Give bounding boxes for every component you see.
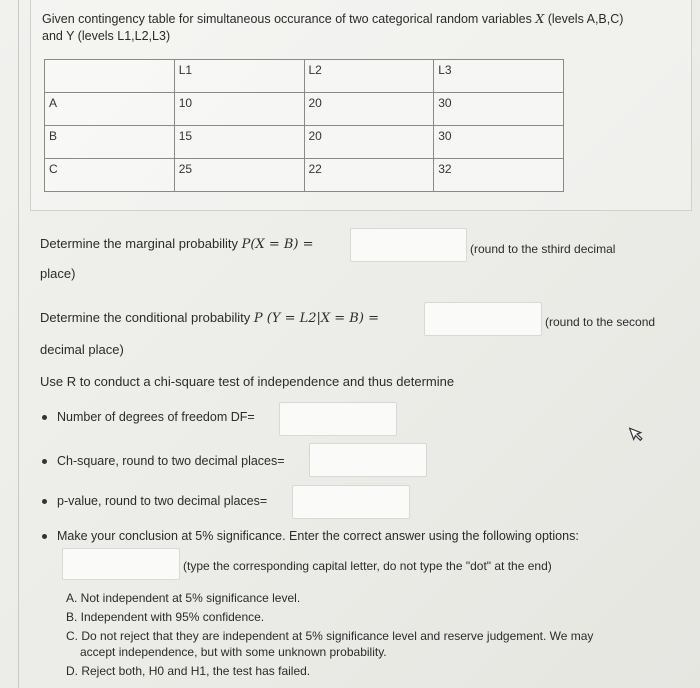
- mouse-pointer-icon: [629, 425, 645, 443]
- chi-square-instruction: Use R to conduct a chi-square test of independence and thus determine: [40, 374, 455, 389]
- marginal-hint: (round to the sthird decimal: [470, 242, 616, 256]
- option-c-cont: accept independence, but with some unknown probability.: [80, 645, 387, 659]
- answer-options: [66, 590, 593, 682]
- table-cell: 30: [434, 93, 564, 126]
- contingency-table: [44, 59, 564, 192]
- table-cell: 20: [304, 126, 434, 159]
- x-variable: X: [535, 11, 545, 26]
- question-intro: [42, 10, 682, 45]
- p-value-input[interactable]: [292, 485, 410, 519]
- table-cell: 20: [304, 93, 434, 126]
- chi-square-item: [42, 454, 285, 468]
- bullet-icon: [42, 415, 47, 420]
- table-cell: L1: [174, 60, 304, 93]
- chi-square-input[interactable]: [309, 443, 427, 477]
- table-cell: 32: [434, 159, 564, 192]
- conclusion-input[interactable]: [62, 548, 180, 580]
- option-b: B. Independent with 95% confidence.: [66, 610, 265, 624]
- table-row: [45, 159, 564, 192]
- chi-square-label: Ch-square, round to two decimal places=: [57, 454, 285, 468]
- intro-text-2: and Y (levels L1,L2,L3): [42, 29, 171, 43]
- frame-divider: [18, 0, 19, 688]
- conditional-hint: (round to the second: [545, 315, 656, 329]
- marginal-probability-input[interactable]: [350, 228, 467, 262]
- marginal-label: Determine the marginal probability: [40, 236, 238, 251]
- table-cell: 22: [304, 159, 434, 192]
- table-header-row: [45, 60, 564, 93]
- option-c: C. Do not reject that they are independent at 5% significance level and reserve judgement. We may: [66, 629, 594, 643]
- table-cell: L2: [304, 60, 434, 93]
- conclusion-label: Make your conclusion at 5% significance. Enter the correct answer using the following options:: [57, 529, 579, 543]
- table-cell: 15: [174, 126, 304, 159]
- conditional-probability-input[interactable]: [424, 302, 542, 336]
- marginal-question: [40, 236, 314, 252]
- conditional-label: Determine the conditional probability: [40, 310, 251, 325]
- conditional-formula: P (Y = L2|X = B) =: [253, 311, 379, 326]
- table-cell: 25: [174, 159, 304, 192]
- conditional-hint-cont: decimal place): [40, 342, 124, 357]
- table-row: [45, 126, 564, 159]
- table-cell: C: [45, 159, 175, 192]
- df-label: Number of degrees of freedom DF=: [57, 410, 255, 424]
- intro-text: Given contingency table for simultaneous occurance of two categorical random variables: [42, 12, 532, 26]
- table-cell: A: [45, 93, 175, 126]
- df-item: [42, 410, 255, 424]
- conditional-question: [40, 310, 379, 326]
- bullet-icon: [42, 499, 47, 504]
- table-row: [45, 93, 564, 126]
- table-cell: [45, 60, 175, 93]
- marginal-formula: P(X = B) =: [241, 237, 314, 252]
- option-d: D. Reject both, H0 and H1, the test has failed.: [66, 664, 311, 678]
- bullet-icon: [42, 459, 47, 464]
- option-a: A. Not independent at 5% significance level.: [66, 591, 301, 605]
- p-value-item: [42, 494, 267, 508]
- p-value-label: p-value, round to two decimal places=: [57, 494, 268, 508]
- conclusion-hint: (type the corresponding capital letter, do not type the "dot" at the end): [183, 559, 552, 573]
- marginal-hint-cont: place): [40, 266, 76, 281]
- bullet-icon: [42, 534, 47, 539]
- conclusion-item: [42, 529, 692, 543]
- table-cell: L3: [434, 60, 564, 93]
- table-cell: B: [45, 126, 175, 159]
- table-cell: 30: [434, 126, 564, 159]
- table-cell: 10: [174, 93, 304, 126]
- df-input[interactable]: [279, 402, 397, 436]
- intro-levels: (levels A,B,C): [547, 12, 624, 26]
